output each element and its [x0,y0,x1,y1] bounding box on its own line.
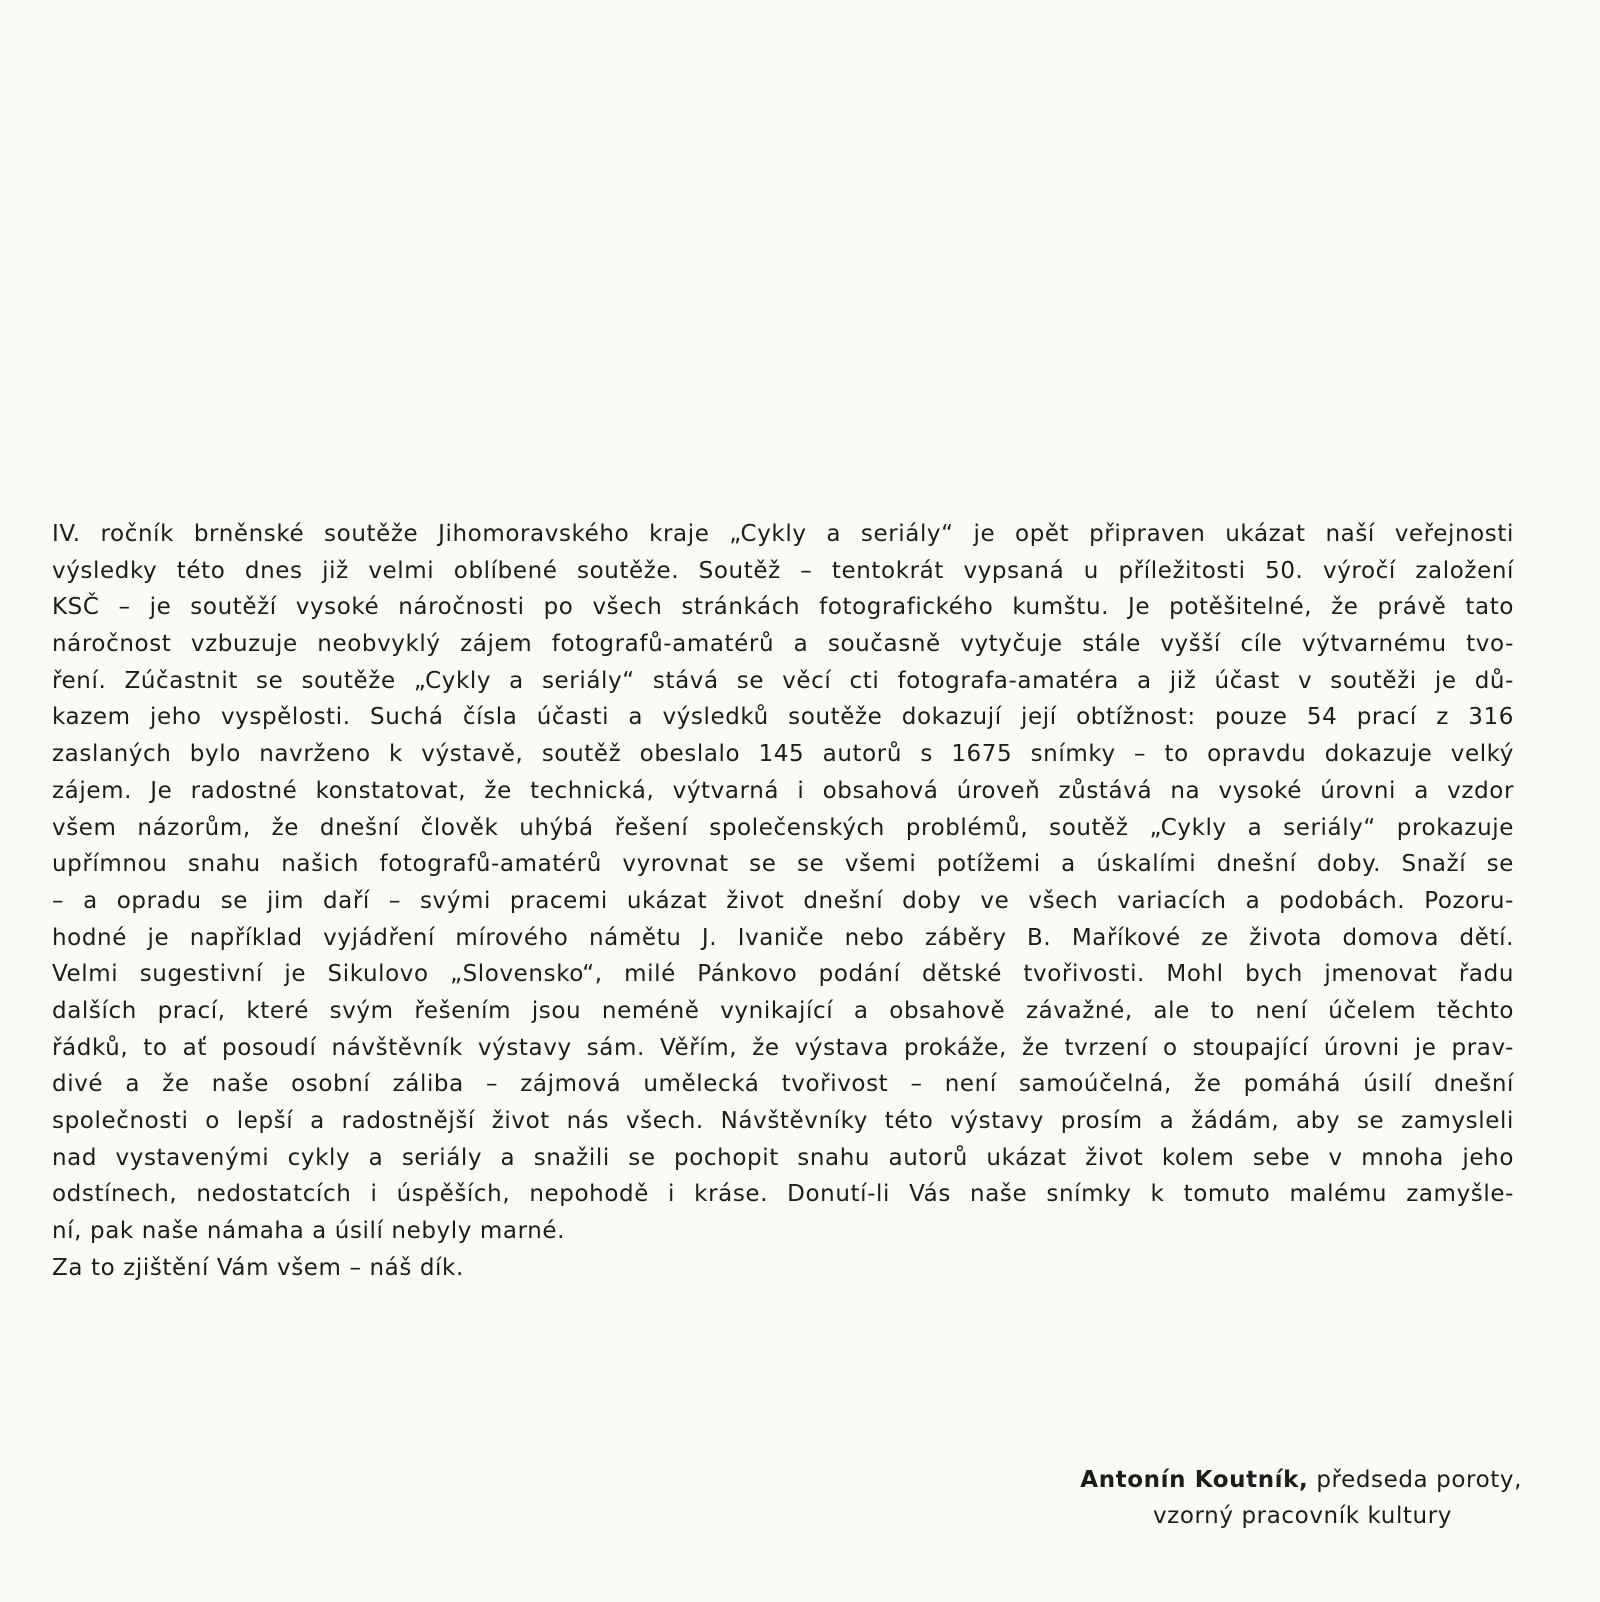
text-line: náročnost vzbuzuje neobvyklý zájem fotografů-amatérů a současně vytyčuje stále vyšší cíle výtvarnému tvo- [52,631,1514,658]
text-line: KSČ – je soutěží vysoké náročnosti po všech stránkách fotografického kumštu. Je potěšitelné, že právě tato [52,594,1514,621]
signature-block [1080,1462,1522,1534]
text-line: ření. Zúčastnit se soutěže „Cykly a seriály“ stává se věcí cti fotografa-amatéra a již účast v soutěži je dů- [52,667,1514,694]
text-line: kazem jeho vyspělosti. Suchá čísla účasti a výsledků soutěže dokazují její obtížnost: pouze 54 prací z 316 [52,704,1514,731]
text-line: zaslaných bylo navrženo k výstavě, soutěž obeslalo 145 autorů s 1675 snímky – to opravdu dokazuje velký [52,741,1514,768]
foreword-text [52,516,1514,1286]
text-line: odstínech, nedostatcích i úspěších, nepohodě i kráse. Donutí-li Vás naše snímky k tomuto malému zamyšle- [52,1181,1514,1208]
text-line: společnosti o lepší a radostnější život nás všech. Návštěvníky této výstavy prosím a žádám, aby se zamysleli [52,1108,1514,1134]
text-line: všem názorům, že dnešní člověk uhýbá řešení společenských problémů, soutěž „Cykly a seriály“ prokazuje [52,814,1514,841]
text-line: dalších prací, které svým řešením jsou neméně vynikající a obsahově závažné, ale to není účelem těchto [52,997,1514,1024]
text-line: nad vystavenými cykly a seriály a snažili se pochopit snahu autorů ukázat život kolem sebe v mnoha jeho [52,1144,1514,1171]
text-line: hodné je například vyjádření mírového námětu J. Ivaniče nebo záběry B. Maříkové ze života domova dětí. [52,924,1514,951]
text-line: Velmi sugestivní je Sikulovo „Slovensko“, milé Pánkovo podání dětské tvořivosti. Mohl bych jmenovat řadu [52,961,1514,988]
text-line: ní, pak naše námaha a úsilí nebyly marné. [52,1218,566,1245]
text-line: – a opradu se jim daří – svými pracemi ukázat život dnešní doby ve všech variacích a podobách. Pozoru- [52,887,1514,914]
text-line: divé a že naše osobní záliba – zájmová umělecká tvořivost – není samoúčelná, že pomáhá úsilí dnešní [52,1071,1514,1098]
text-line: výsledky této dnes již velmi oblíbené soutěže. Soutěž – tentokrát vypsaná u příležitosti 50. výročí založení [52,557,1514,584]
signatory-title: vzorný pracovník kultury [1152,1503,1452,1529]
closing-line: Za to zjištění Vám všem – náš dík. [52,1254,464,1281]
signature-line-1 [1080,1462,1522,1498]
text-line: řádků, to ať posoudí návštěvník výstavy sám. Věřím, že výstava prokáže, že tvrzení o stoupající úrovni je prav- [52,1034,1514,1061]
text-line: IV. ročník brněnské soutěže Jihomoravského kraje „Cykly a seriály“ je opět připraven ukázat naší veřejnosti [52,521,1514,547]
text-line: zájem. Je radostné konstatovat, že technická, výtvarná i obsahová úroveň zůstává na vysoké úrovni a vzdor [52,777,1514,804]
signatory-role: předseda poroty, [1316,1467,1522,1493]
text-line: upřímnou snahu našich fotografů-amatérů vyrovnat se se všemi potížemi a úskalími dnešní doby. Snaží se [52,851,1514,878]
signatory-name: Antonín Koutník, [1080,1467,1309,1493]
